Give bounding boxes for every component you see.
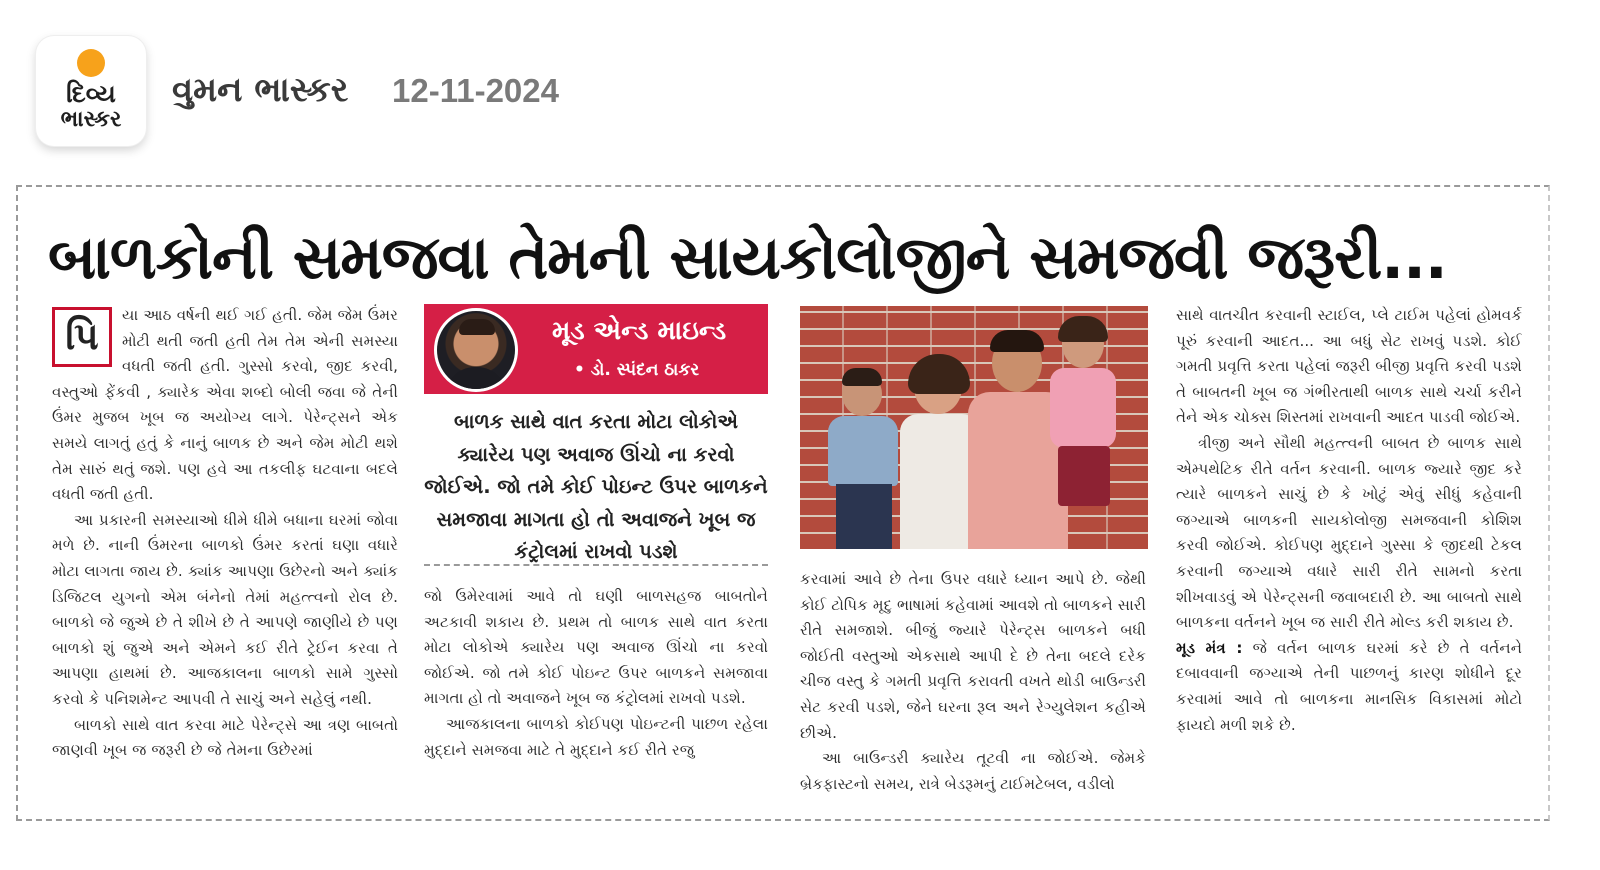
paragraph: યા આઠ વર્ષની થઈ ગઈ હતી. જેમ જેમ ઉંમર મોટી થતી જતી હતી તેમ તેમ એની સમસ્યા વધતી જતી હતી. ગુસ્સો કરવો, જીદ કરવી, વસ્તુઓ ફેંકવી , ક્યારેક એવા શબ્દો બોલી જવા જે તેની ઉંમર મુજબ ખૂબ જ અયોગ્ય લાગે. પેરેન્ટ્સને એક સમયે લાગતું હતું કે નાનું બાળક છે અને જેમ મોટી થશે તેમ સારું થતું જશે. પણ હવે આ તકલીફ ઘટવાના બદલે વધતી જતી હતી. — [52, 306, 398, 504]
article-column-1 — [52, 303, 398, 800]
paragraph: આજકાલના બાળકો કોઈપણ પોઇન્ટની પાછળ રહેલા મુદ્દાને સમજવા માટે તે મુદ્દાને કઈ રીતે રજુ — [424, 714, 768, 759]
author-shirt — [445, 367, 507, 392]
paragraph: જો ઉમેરવામાં આવે તો ઘણી બાળસહજ બાબતોને અટકાવી શકાય છે. પ્રથમ તો બાળક સાથે વાત કરતા મોટા લોકોએ ક્યારેય પણ અવાજ ઊંચો ના કરવો જોઈએ. જો તમે કોઈ પોઇન્ટ ઉપર બાળકને સમજાવા માગતા હો તો અવાજને ખૂબ જ કંટ્રોલમાં રાખવો પડશે. — [424, 587, 768, 708]
author-photo — [434, 308, 518, 392]
article-column-2 — [424, 584, 768, 800]
paragraph: ત્રીજી અને સૌથી મહત્ત્વની બાબત છે બાળક સાથે એમ્પથેટિક રીતે વર્તન કરવાની. બાળક જ્યારે જીદ કરે ત્યારે બાળકને સાચું છે કે ખોટું એવું સીધું કહેવાની જગ્યાએ બાળકની સાયકોલોજી સમજવાની કોશિશ કરવી જોઈએ. કોઈપણ મુદ્દાને ગુસ્સા કે જીદથી ટેકલ કરવાની જગ્યાએ વધારે સારી રીતે સામનો કરતા શીખવાડવું એ પેરેન્ટ્સની જવાબદારી છે. આ બાબતો સાથે બાળકના વર્તનને ખૂબ જ સારી રીતે મોલ્ડ કરી શકાય છે. — [1176, 433, 1522, 632]
header — [0, 0, 1600, 175]
article-column-3 — [800, 567, 1146, 800]
paragraph: કરવામાં આવે છે તેના ઉપર વધારે ધ્યાન આપે છે. જેથી કોઈ ટોપિક મૃદુ ભાષામાં કહેવામાં આવશે તો બાળકને સારી રીતે સમજાશે. બીજું જ્યારે પેરેન્ટ્સ બાળકને બધી જોઈતી વસ્તુઓ એકસાથે આપી દે છે તેના બદલે દરેક ચીજ વસ્તુ કે ગમતી પ્રવૃત્તિ કરાવતી વખતે થોડી બાઉન્ડરી સેટ કરવી પડશે, જેને ઘરના રૂલ અને રેગ્યુલેશન કહીએ છીએ. — [800, 570, 1146, 742]
publication-date: 12-11-2024 — [392, 72, 559, 109]
boy-figure — [828, 372, 898, 549]
family-photo — [800, 306, 1148, 549]
author-hair — [459, 319, 495, 335]
column-title: મૂડ એન્ડ માઇન્ડ — [552, 316, 727, 346]
article-column-4 — [1176, 303, 1522, 800]
paragraph: સાથે વાતચીત કરવાની સ્ટાઈલ, પ્લે ટાઈમ પહેલાં હોમવર્ક પૂરું કરવાની આદત... આ બધું સેટ રાખવું પડશે. કોઈ ગમતી પ્રવૃત્તિ કરતા પહેલાં જરૂરી બીજી પ્રવૃત્તિ કરવી પડશે તે બાબતની ખૂબ જ ગંભીરતાથી બાળક સાથે ચર્ચા કરીને તેને એક ચોક્સ શિસ્તમાં રાખવાની આદત પાડવી જોઈએ. — [1176, 306, 1522, 427]
pull-quote-text: બાળક સાથે વાત કરતા મોટા લોકોએ ક્યારેય પણ અવાજ ઊંચો ના કરવો જોઈએ. જો તમે કોઈ પોઇન્ટ ઉપર બાળકને સમજાવા માગતા હો તો અવાજને ખૂબ જ કંટ્રોલમાં રાખવો પડશે — [424, 410, 768, 563]
pull-quote — [424, 404, 768, 566]
drop-cap: પિ — [52, 307, 112, 367]
tip-text: જે વર્તન બાળક ઘરમાં કરે છે તે વર્તનને દબાવવાની જગ્યાએ તેની પાછળનું કારણ શોધીને દૂર કરવામાં આવે તો બાળકના માનસિક વિકાસમાં મોટો ફાયદો મળી શકે છે. — [1176, 638, 1522, 734]
tip-label: મૂડ મંત્ર : — [1176, 638, 1243, 657]
logo-text-line2: ભાસ્કર — [60, 107, 122, 132]
girl-figure — [1042, 316, 1122, 516]
section-name: વુમન ભાસ્કર — [172, 70, 349, 110]
column-author: • ડો. સ્પંદન ઠાકર — [574, 360, 700, 380]
headline: બાળકોની સમજવા તેમની સાયકોલોજીને સમજવી જરૂરી... — [48, 223, 1447, 293]
paragraph: બાળકો સાથે વાત કરવા માટે પેરેન્ટ્સે આ ત્રણ બાબતો જાણવી ખૂબ જ જરૂરી છે જે તેમના ઉછેરમાં — [52, 715, 398, 760]
column-byline-box — [424, 304, 768, 394]
divya-bhaskar-logo[interactable] — [36, 36, 146, 146]
paragraph: આ બાઉન્ડરી ક્યારેય તૂટવી ના જોઈએ. જેમકે બ્રેકફાસ્ટનો સમય, રાત્રે બેડરૂમનું ટાઈમટેબલ, વડીલો — [800, 749, 1146, 793]
logo-sun-icon — [77, 49, 105, 77]
mood-mantra-tip — [1176, 636, 1522, 738]
logo-text-line1: દિવ્ય — [66, 79, 116, 108]
paragraph: આ પ્રકારની સમસ્યાઓ ધીમે ધીમે બધાના ઘરમાં જોવા મળે છે. નાની ઉંમરના બાળકો ઉંમર કરતાં ઘણા વધારે મોટા લાગતા જાય છે. ક્યાંક આપણા ઉછેરનો અને ક્યાંક ડિજિટલ યુગનો એમ બંનેનો તેમાં મહત્ત્વનો રોલ છે. બાળકો જે જુએ છે તે શીખે છે તે આપણે જાણીયે છે પણ બાળકો શું જુએ અને એમને કઈ રીતે ટ્રેઈન કરવા તે આપણા હાથમાં છે. આજકાલના બાળકો સામે ગુસ્સો કરવો કે પનિશમેન્ટ આપવી તે સાચું અને સહેલું નથી. — [52, 510, 398, 708]
